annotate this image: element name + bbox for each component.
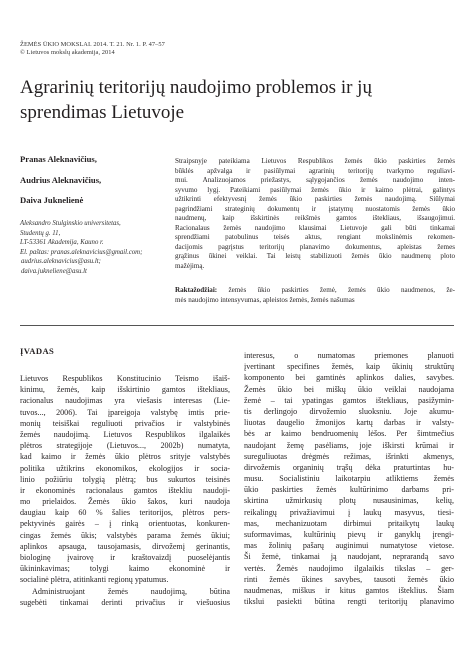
body-line: mo prielaidos. Žemės ūkio šakos, kuri naudoja: [20, 497, 230, 507]
abstract-line: dacijomis pagrįstus teritorijų planavimo dokumentus, apleistas žemes: [175, 242, 455, 251]
body-line: vertės. Žemės naudojimo ilgalaikis tikslas – ger-: [244, 563, 454, 573]
body-line: politika užtikrins ekonomikos, ekologijos ir socia-: [20, 463, 230, 473]
affiliation: [20, 219, 142, 277]
keywords-line: mės naudojimo intensyvumas, apleistos žemės, žemės našumas: [175, 295, 355, 304]
abstract-line: Racionalaus žemės naudojimo klausimai Lietuvoje gali būti tinkamai: [175, 223, 455, 232]
body-line: dirvožemis organinių trąšų dėka praturtintas hu-: [244, 462, 454, 472]
author-name: Audrius Aleknavičius,: [20, 174, 102, 185]
body-line: sugebėti tinkamai derinti privačius ir viešuosius: [20, 597, 230, 607]
copyright-notice: © Lietuvos mokslų akademija, 2014: [20, 49, 115, 57]
body-line: interesus, o numatomas priemones planuoti: [244, 351, 454, 360]
body-column-left: [20, 373, 230, 608]
body-line: socialinė plėtra, atitinkanti regionų ypatumus.: [20, 575, 169, 585]
section-divider: [20, 325, 454, 326]
body-line: biologinę įvairovę ir kraštovaizdį puoselėjantis: [20, 553, 230, 562]
title-line: sprendimas Lietuvoje: [20, 101, 185, 123]
body-line: suformavimas, kultūrinių pievų ir ganyklų įrengi-: [244, 530, 454, 539]
keywords: [175, 286, 455, 305]
body-line: skirtina užmirkusių plotų nusausinimas, kelių,: [244, 496, 454, 506]
body-line: musu. Socialistiniu laikotarpiu atliktiems žemės: [244, 474, 454, 484]
body-line: žemė – tai ypatingas gamtos ištekliaus, pasižymin-: [244, 395, 454, 405]
affiliation-line: Studentų g. 11,: [20, 229, 61, 237]
body-line: Administruojant žemės naudojimą, būtina: [32, 586, 230, 596]
keywords-label: Raktažodžiai:: [175, 286, 218, 294]
abstract-line: sprendžiami patobulinus teisės aktus, rengiant mokslinėmis rekomen-: [175, 233, 455, 242]
body-line: Ši žemė, tinkamai ją naudojant, neprarandą savo: [244, 552, 454, 562]
body-line: žemės naudojimą. Lietuvos Respublikos ilgalaikės: [20, 429, 230, 439]
abstract-line: mažėjimą.: [175, 262, 205, 271]
body-line: bės ar kaimo bendruomenių lėšos. Per šimtmečius: [244, 429, 454, 439]
author-list: [20, 154, 170, 216]
body-line: tikslui pasiekti būtina rengti teritorijų planavimo: [244, 597, 454, 607]
body-line: pektyvinės gairės – į rinką orientuotas, konkuren-: [20, 519, 230, 529]
body-line: naudojant žemę pasėliams, joje iškirsti krūmai ir: [244, 440, 454, 450]
body-line: ūkio paskirties žemės kultūrinimo darbams pri-: [244, 485, 454, 495]
author-name: Daiva Juknelienė: [20, 195, 84, 205]
body-line: ūkininkavimas; tolygi kaimo ekonominė ir: [20, 564, 230, 574]
abstract-line: syvumo lygį. Pateikiami pasiūlymai žemės ūkio ir kaimo plėtrai, galintys: [175, 185, 455, 194]
body-line: daugiau kaip 60 % šalies teritorijos, plėtros pers-: [20, 508, 230, 518]
body-line: Lietuvos Respublikos Konstitucinio Teismo išaiš-: [20, 374, 230, 383]
affiliation-line: audrius.aleknavicius@asu.lt;: [21, 258, 101, 266]
section-heading: ĮVADAS: [20, 346, 55, 356]
affiliation-line: Aleksandro Stulginskio universitetas,: [20, 220, 121, 227]
body-line: mas, mechanizuotam dirbimui pritaikytų laukų: [244, 518, 454, 528]
abstract-line: mui. Analizuojamos priežastys, sąlygojančios žemės naudojimo inten-: [175, 176, 455, 185]
body-line: kad kaimo ir žemės ūkio plėtros srityje valstybės: [20, 452, 230, 462]
abstract-line: pagrindžiami strateginių dokumentų ir įstatymų nuostatomis žemės ūkio: [175, 204, 455, 213]
body-line: komponento bei gamtinės aplinkos dalies, savybes.: [244, 373, 454, 383]
body-column-right: [244, 350, 454, 607]
abstract-line: grąžinus ūkinei veiklai. Tai leistų stabilizuoti žemės ūkio naudmenų ploto: [175, 252, 455, 261]
body-line: monių teisiškai reguliuoti privačios ir valstybinės: [20, 418, 230, 428]
body-line: mas žolinių pašarų auginimui numatytose vietose.: [244, 541, 454, 551]
journal-citation: ŽEMĖS ŪKIO MOKSLAI. 2014. T. 21. Nr. 1. P. 47–57: [20, 41, 165, 48]
body-line: reikalingų privažiavimui į laukų masyvus, tiesi-: [244, 507, 454, 517]
keywords-line: [175, 286, 455, 296]
affiliation-line: daiva.jukneliene@asu.lt: [21, 267, 87, 275]
body-line: Žemės ūkio bei miškų ūkio veiklai naudojama: [244, 384, 454, 394]
body-line: ir ekonominės racionalaus gamtos ištekliu naudoji-: [20, 485, 230, 495]
body-line: rinti žemės ūkines savybes, tausoti žemės ūkio: [244, 574, 454, 584]
body-line: tis derlingojo dirvožemio sluoksniu. Joje akumu-: [244, 406, 454, 416]
body-line: cingas žemės ūkis; valstybės parama žemės ūkiui;: [20, 530, 230, 540]
body-line: liuotas daugelio žmonijos kartų darbas ir valsty-: [244, 418, 454, 428]
author-name: Pranas Aleknavičius,: [20, 154, 97, 164]
body-line: tuvos..., 2006). Tai įpareigoja valstybę imtis prie-: [20, 407, 230, 417]
abstract-line: būklės apžvalga ir pasiūlymai agrarinių teritorijų tvarkymo reguliavi-: [175, 166, 455, 175]
affiliation-line: LT-53361 Akademija, Kauno r.: [20, 239, 104, 247]
affiliation-line: El. paštas: pranas.aleknavicius@gmail.com;: [20, 248, 143, 256]
body-line: racionalus naudojimas yra viešasis interesas (Lie-: [20, 396, 230, 406]
body-line: sureguliuotas drėgmės režimas, išrinkti akmenys,: [244, 451, 454, 461]
article-title: [20, 76, 440, 125]
body-line: aplinkos apsauga, tausojamasis, dirvožemį gerinantis,: [20, 541, 230, 551]
body-line: naudmenas, miškus ir kitus gamtos išteklius. Šiam: [244, 585, 454, 595]
title-line: Agrarinių teritorijų naudojimo problemos ir jų: [20, 77, 372, 98]
abstract: [175, 157, 455, 272]
abstract-line: užtikrinti efektyvesnį žemės ūkio paskirties žemės naudojimą. Siūlymai: [175, 195, 455, 204]
abstract-line: Straipsnyje pateikiama Lietuvos Respublikos žemės ūkio paskirties žemės: [175, 157, 455, 165]
journal-header: [20, 41, 165, 58]
abstract-line: naudmenų, kaip išskirtinės reikšmės gamtos ištekliaus, išsaugojimui.: [175, 214, 455, 223]
keywords-text: žemės ūkio paskirties žemė, žemės ūkio naudmenos, že-: [217, 286, 455, 294]
body-line: plėtros strategijoje (Lietuvos..., 2002b) numatyta,: [20, 441, 230, 451]
body-line: įvertinant specifines žemės, kaip ūkinių struktūrų: [244, 362, 454, 372]
body-line: kinimu, žemės, kaip išskirtinio gamtos ištekliaus,: [20, 385, 230, 395]
body-line: linio požiūriu tolygią plėtrą; bus sukurtos teisinės: [20, 474, 230, 484]
